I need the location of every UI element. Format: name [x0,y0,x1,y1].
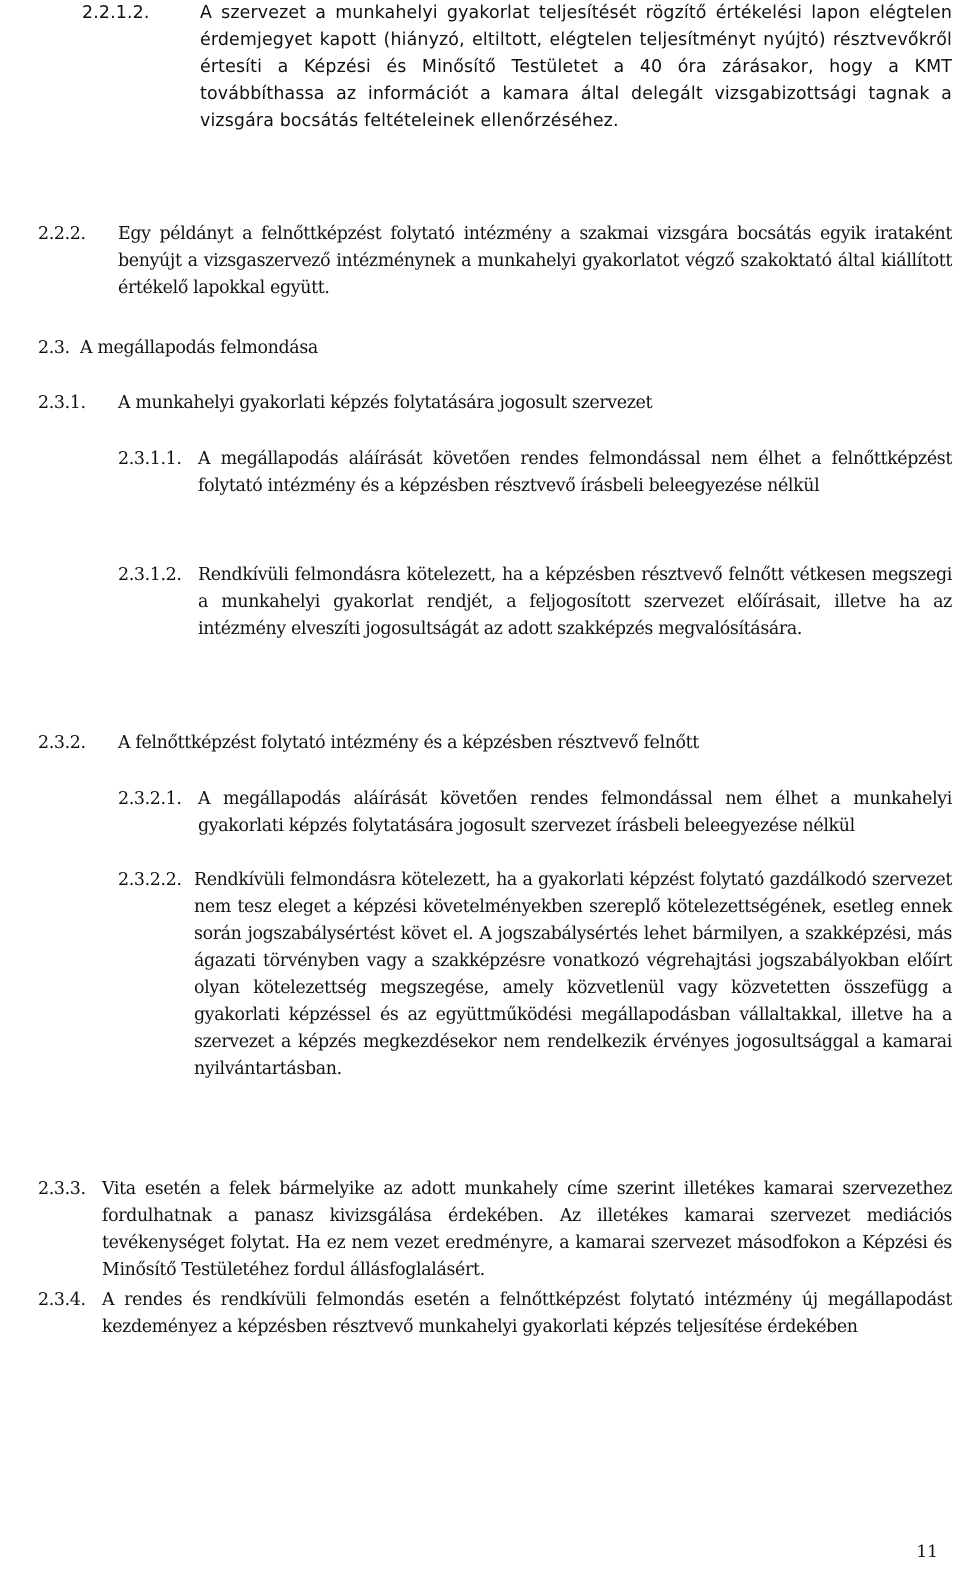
section-title: A felnőttképzést folytató intézmény és a képzésben résztvevő felnőtt [118,733,699,753]
page-number: 11 [916,1542,938,1562]
section-number: 2.3.2.2. [118,870,182,890]
section-text: A rendes és rendkívüli felmondás esetén a felnőttképzést folytató intézmény új megállapodást kezdeményez a képzésben résztvevő munkahelyi gyakorlati képzés teljesítése érdekében [102,1290,952,1337]
section-text: Vita esetén a felek bármelyike az adott munkahely címe szerint illetékes kamarai szervezethez fordulhatnak a panasz kivizsgálása érdekében. Az illetékes kamarai szervezet mediációs tevékenységet folytat. Ha ez nem vezet eredményre, a kamarai szervezet másodfokon a Képzési és Minősítő Testületéhez fordul állásfoglalásért. [102,1179,952,1280]
section-2-3-2-1 [118,786,952,840]
section-2-3-2-heading [38,730,952,757]
section-text: A megállapodás aláírását követően rendes felmondással nem élhet a munkahelyi gyakorlati képzés folytatására jogosult szervezet írásbeli beleegyezése nélkül [198,789,952,836]
section-number: 2.3. [38,338,70,358]
section-2-3-4 [38,1287,952,1341]
section-text: Rendkívüli felmondásra kötelezett, ha a képzésben résztvevő felnőtt vétkesen megszegi a munkahelyi gyakorlat rendjét, a feljogosított szervezet előírásait, illetve ha az intézmény elveszíti jogosultságát az adott szakképzés megvalósítására. [198,565,952,639]
section-2-3-1-2 [118,562,952,643]
section-number: 2.2.1.2. [82,3,150,23]
section-number: 2.3.4. [38,1290,86,1310]
section-text: A megállapodás aláírását követően rendes felmondással nem élhet a felnőttképzést folytató intézmény és a képzésben résztvevő írásbeli beleegyezése nélkül [198,449,952,496]
section-text: Egy példányt a felnőttképzést folytató intézmény a szakmai vizsgára bocsátás egyik irataként benyújt a vizsgaszervező intézménynek a munkahelyi gyakorlatot végző szakoktató által kiállított értékelő lapokkal együtt. [118,224,952,298]
section-number: 2.3.2.1. [118,789,182,809]
section-2-3-3 [38,1176,952,1284]
section-text: A szervezet a munkahelyi gyakorlat teljesítését rögzítő értékelési lapon elégtelen érdemjegyet kapott (hiányzó, eltiltott, elégtelen teljesítményt nyújtó) résztvevőkről értesíti a Képzési és Minősítő Testületet a 40 óra zárásakor, hogy a KMT továbbíthassa az információt a kamara által delegált vizsgabizottsági tagnak a vizsgára bocsátás feltételeinek ellenőrzéséhez. [200,3,952,131]
section-2-3-2-2 [118,867,952,1083]
section-2-3-1-heading [38,390,952,417]
section-number: 2.3.1.1. [118,449,182,469]
section-number: 2.3.2. [38,733,86,753]
section-number: 2.3.1.2. [118,565,182,585]
section-title: A munkahelyi gyakorlati képzés folytatására jogosult szervezet [118,393,653,413]
section-title: A megállapodás felmondása [80,338,318,358]
section-number: 2.3.1. [38,393,86,413]
section-2-3-1-1 [118,446,952,500]
section-text: Rendkívüli felmondásra kötelezett, ha a gyakorlati képzést folytató gazdálkodó szervezet nem tesz eleget a képzési követelményekben szereplő kötelezettségének, esetleg ennek során jogszabálysértést követ el. A jogszabálysértés lehet bármilyen, a szakképzési, más ágazati törvényben vagy a szakképzésre vonatkozó végrehajtási jogszabályokban előírt olyan kötelezettség megszegése, amely közvetlenül vagy közvetetten összefügg a gyakorlati képzéssel és az együttműködési megállapodásban vállaltakkal, illetve ha a szervezet a képzés megkezdésekor nem rendelkezik érvényes jogosultsággal a kamarai nyilvántartásban. [194,870,952,1079]
section-number: 2.3.3. [38,1179,86,1199]
section-2-3-heading [38,335,952,362]
section-number: 2.2.2. [38,224,86,244]
section-2-2-2 [38,221,952,302]
section-2-2-1-2 [82,0,952,135]
